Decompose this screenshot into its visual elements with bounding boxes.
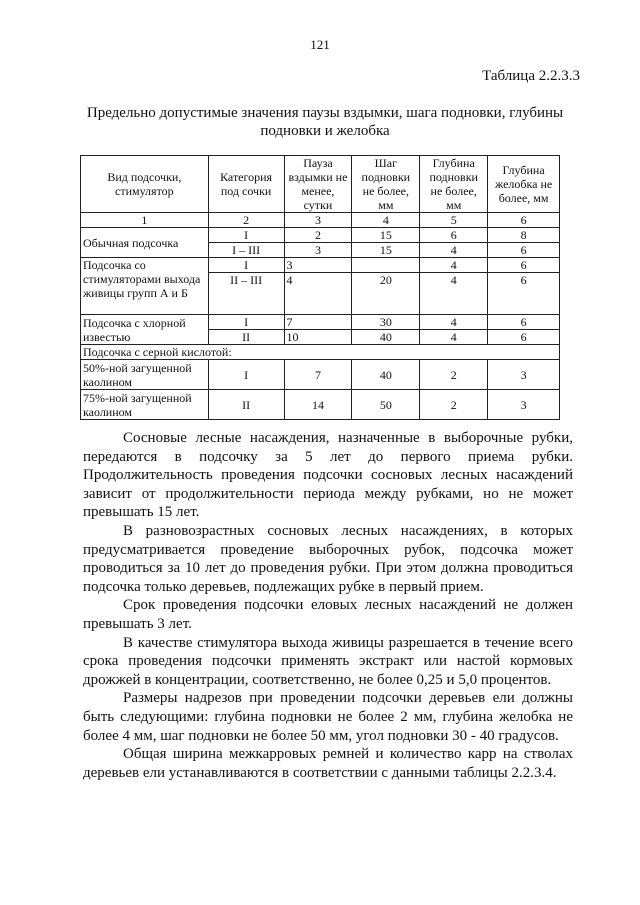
row-label-acid-50: 50%-ной загущенной каолином [81, 360, 209, 390]
paragraph: Срок проведения подсочки еловых лесных насаждений не должен превышать 3 лет. [83, 597, 573, 632]
table-cell: 3 [488, 360, 560, 390]
table-cell: 4 [420, 258, 488, 273]
norms-table [80, 155, 560, 420]
table-cell: I – III [208, 243, 284, 258]
table-cell [352, 258, 420, 273]
table-row [81, 315, 560, 330]
row-label-chlorine: Подсочка с хлорной известью [81, 315, 209, 345]
paragraph: Общая ширина межкарровых ремней и количество карр на стволах деревьев ели устанавливаются в соответствии с данными таблицы 2.2.3.4. [83, 746, 573, 781]
column-number: 2 [208, 213, 284, 228]
column-number: 3 [284, 213, 352, 228]
table-header-row [81, 156, 560, 213]
table-row [81, 258, 560, 273]
header-cell-step: Шаг подновки не более, мм [352, 156, 420, 213]
paragraph: Размеры надрезов при проведении подсочки деревьев ели должны быть следующими: глубина подновки не более 2 мм, глубина желобка не более 4 мм, шаг подновки не более 50 мм, угол подновки 30 - 40 градусов. [83, 690, 573, 744]
table-cell: 7 [284, 360, 352, 390]
table-cell: 15 [352, 228, 420, 243]
table-cell: 6 [488, 273, 560, 315]
header-cell-type: Вид подсочки, стимулятор [81, 156, 209, 213]
table-cell: 6 [488, 315, 560, 330]
table-cell: 4 [420, 315, 488, 330]
paragraph: Сосновые лесные насаждения, назначенные в выборочные рубки, передаются в подсочку за 5 лет до первого приема рубки. Продолжительность проведения подсочки сосновых лесных насаждений зависит от продолжительности периода между рубками, но не может превышать 15 лет. [83, 430, 573, 521]
table-cell: I [208, 228, 284, 243]
table-cell: 14 [284, 390, 352, 420]
table-row [81, 390, 560, 420]
table-cell: 6 [488, 330, 560, 345]
table-cell: 2 [420, 360, 488, 390]
row-label-stimulators: Подсочка со стимуляторами выхода живицы групп А и Б [81, 258, 209, 315]
page-number: 121 [310, 37, 330, 52]
header-cell-depth: Глубина подновки не более, мм [420, 156, 488, 213]
column-number: 6 [488, 213, 560, 228]
header-cell-pause: Пауза вздымки не менее, сутки [284, 156, 352, 213]
table-cell: II – III [208, 273, 284, 315]
table-row [81, 360, 560, 390]
paragraph: В качестве стимулятора выхода живицы разрешается в течение всего срока проведения подсочки применять экстракт или настой кормовых дрожжей в концентрации, соответственно, не более 0,25 и 5,0 процентов. [83, 634, 573, 688]
table-cell: II [208, 390, 284, 420]
table-cell: 20 [352, 273, 420, 315]
paragraph: В разновозрастных сосновых лесных насаждениях, в которых предусматривается проведение выборочных рубок, подсочка может проводиться за 10 лет до проведения рубки. При этом должна проводиться подсочка только деревьев, подлежащих рубке в первый прием. [83, 522, 573, 595]
table-cell: 2 [420, 390, 488, 420]
table-cell: 7 [284, 315, 352, 330]
column-number: 4 [352, 213, 420, 228]
header-cell-category: Категория под сочки [208, 156, 284, 213]
table-cell: I [208, 360, 284, 390]
table-cell: 3 [488, 390, 560, 420]
column-number-row [81, 213, 560, 228]
table-label: Таблица 2.2.3.3 [482, 68, 580, 84]
table-cell: 4 [420, 273, 488, 315]
table-cell: 4 [420, 330, 488, 345]
column-number: 1 [81, 213, 209, 228]
table-cell: 15 [352, 243, 420, 258]
table-section-row [81, 345, 560, 360]
row-label-acid-75: 75%-ной загущенной каолином [81, 390, 209, 420]
header-cell-groove: Глубина желобка не более, мм [488, 156, 560, 213]
table-cell: 50 [352, 390, 420, 420]
table-cell: 6 [420, 228, 488, 243]
table-cell: 3 [284, 258, 352, 273]
table-cell: 40 [352, 360, 420, 390]
row-label-ordinary: Обычная подсочка [81, 228, 209, 258]
table-cell: 2 [284, 228, 352, 243]
section-label-sulfuric-acid: Подсочка с серной кислотой: [81, 345, 560, 360]
table-cell: 4 [284, 273, 352, 315]
body-text [83, 429, 573, 782]
table-cell: 10 [284, 330, 352, 345]
column-number: 5 [420, 213, 488, 228]
table-cell: I [208, 258, 284, 273]
table-cell: 4 [420, 243, 488, 258]
table-cell: 30 [352, 315, 420, 330]
table-cell: 6 [488, 243, 560, 258]
table-cell: 3 [284, 243, 352, 258]
table-title: Предельно допустимые значения паузы вздымки, шага подновки, глубины подновки и желобка [86, 105, 564, 139]
table-cell: 6 [488, 258, 560, 273]
table-row [81, 228, 560, 243]
table-cell: II [208, 330, 284, 345]
table-cell: 40 [352, 330, 420, 345]
table-cell: I [208, 315, 284, 330]
table-cell: 8 [488, 228, 560, 243]
